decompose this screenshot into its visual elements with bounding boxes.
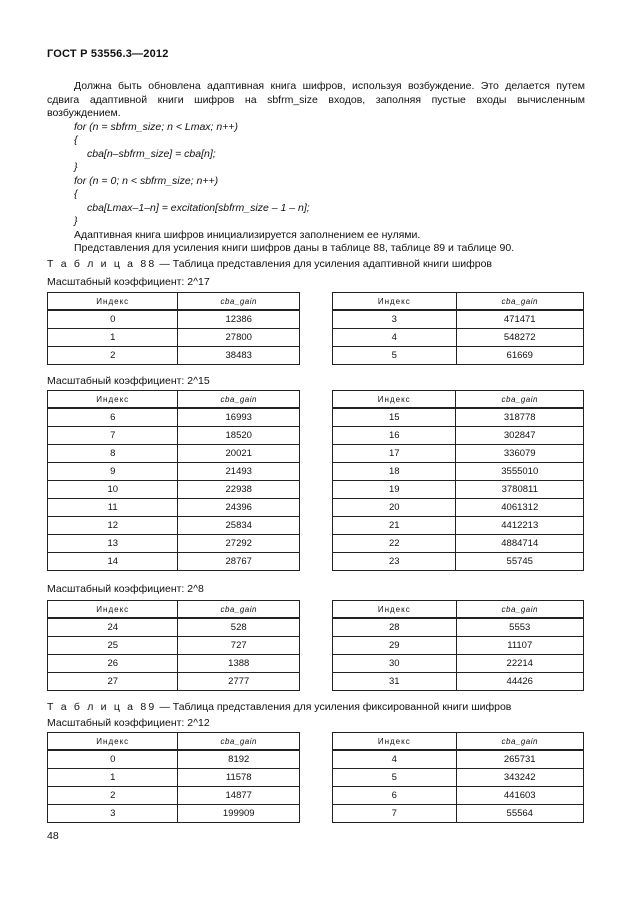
table-row: [48, 637, 300, 655]
gain-table-left: [47, 390, 300, 571]
index-cell: 11: [48, 499, 178, 517]
table-label: Т а б л и ц а 89: [47, 701, 157, 713]
code-line: cba[Lmax–1–n] = excitation[sbfrm_size – 1 – n];: [87, 201, 310, 214]
column-header-gain: cba_gain: [456, 733, 584, 751]
index-cell: 12: [48, 517, 178, 535]
gain-cell: 11107: [456, 637, 584, 655]
table-row: [48, 618, 300, 637]
scale-factor-label: Масштабный коэффициент: 2^12: [47, 717, 210, 729]
column-header-index: Индекс: [333, 733, 457, 751]
table-label: Т а б л и ц а 88: [47, 258, 157, 270]
table-title: — Таблица представления для усиления фиксированной книги шифров: [156, 701, 512, 713]
table-row: [333, 655, 584, 673]
code-line: for (n = 0; n < sbfrm_size; n++): [74, 174, 219, 187]
table-row: [333, 805, 584, 823]
document-header: ГОСТ Р 53556.3—2012: [47, 48, 169, 60]
gain-cell: 4061312: [456, 499, 584, 517]
table-row: [48, 517, 300, 535]
gain-cell: 548272: [456, 329, 584, 347]
index-cell: 3: [48, 805, 178, 823]
index-cell: 6: [333, 787, 457, 805]
gain-cell: 16993: [178, 408, 300, 427]
column-header-gain: cba_gain: [456, 601, 584, 619]
gain-table-right: [332, 292, 584, 365]
table-row: [48, 481, 300, 499]
table-row: [48, 463, 300, 481]
table-row: [48, 805, 300, 823]
gain-cell: 21493: [178, 463, 300, 481]
index-cell: 4: [333, 329, 457, 347]
code-line: {: [74, 188, 78, 200]
gain-cell: 4412213: [456, 517, 584, 535]
gain-cell: 336079: [456, 445, 584, 463]
gain-cell: 25834: [178, 517, 300, 535]
intro-text: [47, 80, 585, 256]
gain-cell: 1388: [178, 655, 300, 673]
index-cell: 31: [333, 673, 457, 691]
table-row: [48, 535, 300, 553]
gain-cell: 27800: [178, 329, 300, 347]
index-cell: 5: [333, 769, 457, 787]
index-cell: 17: [333, 445, 456, 463]
table-row: [333, 553, 584, 571]
gain-cell: 727: [178, 637, 300, 655]
column-header-index: Индекс: [48, 733, 178, 751]
table-row: [48, 499, 300, 517]
column-header-gain: cba_gain: [456, 391, 584, 409]
gain-cell: 318778: [456, 408, 584, 427]
table-row: [48, 553, 300, 571]
index-cell: 25: [48, 637, 178, 655]
index-cell: 0: [48, 310, 178, 329]
table-row: [333, 535, 584, 553]
index-cell: 4: [333, 750, 457, 769]
index-cell: 26: [48, 655, 178, 673]
column-header-gain: cba_gain: [178, 391, 300, 409]
table-row: [48, 329, 300, 347]
index-cell: 13: [48, 535, 178, 553]
index-cell: 29: [333, 637, 457, 655]
gain-table-right: [332, 732, 584, 823]
gain-cell: 20021: [178, 445, 300, 463]
intro-paragraph: Адаптивная книга шифров инициализируется заполнением ее нулями.: [74, 228, 421, 241]
gain-cell: 18520: [178, 427, 300, 445]
scale-factor-label: Масштабный коэффициент: 2^15: [47, 375, 210, 387]
code-line: }: [74, 161, 78, 173]
index-cell: 18: [333, 463, 456, 481]
gain-table-left: [47, 732, 300, 823]
index-cell: 1: [48, 329, 178, 347]
table-row: [333, 310, 584, 329]
gain-cell: 44426: [456, 673, 584, 691]
table-row: [333, 769, 584, 787]
gain-cell: 199909: [178, 805, 300, 823]
index-cell: 0: [48, 750, 178, 769]
table-row: [48, 310, 300, 329]
scale-factor-label: Масштабный коэффициент: 2^8: [47, 583, 204, 595]
table-row: [333, 445, 584, 463]
index-cell: 23: [333, 553, 456, 571]
index-cell: 7: [48, 427, 178, 445]
index-cell: 30: [333, 655, 457, 673]
index-cell: 20: [333, 499, 456, 517]
gain-cell: 471471: [456, 310, 584, 329]
index-cell: 19: [333, 481, 456, 499]
intro-paragraph: Представления для усиления книги шифров даны в таблице 88, таблице 89 и таблице 90.: [74, 242, 515, 254]
table-row: [333, 499, 584, 517]
code-line: }: [74, 215, 78, 227]
index-cell: 9: [48, 463, 178, 481]
table-row: [48, 655, 300, 673]
gain-cell: 4884714: [456, 535, 584, 553]
table-row: [48, 673, 300, 691]
table-row: [333, 427, 584, 445]
table-row: [48, 750, 300, 769]
gain-cell: 343242: [456, 769, 584, 787]
gain-cell: 8192: [178, 750, 300, 769]
gain-cell: 302847: [456, 427, 584, 445]
gain-table-left: [47, 292, 300, 365]
column-header-index: Индекс: [333, 601, 457, 619]
code-line: cba[n–sbfrm_size] = cba[n];: [87, 147, 216, 160]
gain-table-left: [47, 600, 300, 691]
table-row: [333, 408, 584, 427]
gain-cell: 528: [178, 618, 300, 637]
gain-cell: 12386: [178, 310, 300, 329]
column-header-gain: cba_gain: [178, 601, 300, 619]
column-header-index: Индекс: [48, 391, 178, 409]
table-row: [333, 787, 584, 805]
table-89-caption: [47, 701, 511, 713]
table-row: [48, 347, 300, 365]
index-cell: 2: [48, 347, 178, 365]
table-row: [333, 673, 584, 691]
code-line: {: [74, 134, 78, 146]
gain-cell: 55564: [456, 805, 584, 823]
index-cell: 2: [48, 787, 178, 805]
gain-cell: 27292: [178, 535, 300, 553]
index-cell: 7: [333, 805, 457, 823]
table-row: [48, 769, 300, 787]
index-cell: 24: [48, 618, 178, 637]
gain-cell: 24396: [178, 499, 300, 517]
index-cell: 22: [333, 535, 456, 553]
table-row: [48, 445, 300, 463]
index-cell: 15: [333, 408, 456, 427]
gain-cell: 28767: [178, 553, 300, 571]
table-row: [333, 637, 584, 655]
gain-table-right: [332, 390, 584, 571]
gain-cell: 265731: [456, 750, 584, 769]
column-header-index: Индекс: [48, 293, 178, 311]
column-header-index: Индекс: [333, 391, 456, 409]
gain-cell: 38483: [178, 347, 300, 365]
index-cell: 1: [48, 769, 178, 787]
code-line: for (n = sbfrm_size; n < Lmax; n++): [74, 120, 238, 133]
table-row: [333, 347, 584, 365]
index-cell: 5: [333, 347, 457, 365]
gain-cell: 5553: [456, 618, 584, 637]
gain-cell: 2777: [178, 673, 300, 691]
table-row: [333, 463, 584, 481]
index-cell: 8: [48, 445, 178, 463]
column-header-index: Индекс: [48, 601, 178, 619]
intro-paragraph: Должна быть обновлена адаптивная книга шифров, используя возбуждение. Это делается путем сдвига адаптивной книги шифров на sbfrm_size входов, заполняя пустые входы вычисленным возбуждением.: [47, 80, 585, 119]
gain-table-right: [332, 600, 584, 691]
gain-cell: 11578: [178, 769, 300, 787]
index-cell: 3: [333, 310, 457, 329]
table-row: [333, 517, 584, 535]
column-header-gain: cba_gain: [178, 293, 300, 311]
column-header-index: Индекс: [333, 293, 457, 311]
table-row: [333, 329, 584, 347]
index-cell: 10: [48, 481, 178, 499]
table-row: [333, 618, 584, 637]
table-row: [48, 408, 300, 427]
gain-cell: 22214: [456, 655, 584, 673]
index-cell: 21: [333, 517, 456, 535]
table-row: [333, 750, 584, 769]
gain-cell: 22938: [178, 481, 300, 499]
gain-cell: 3780811: [456, 481, 584, 499]
page-number: 48: [47, 830, 59, 842]
index-cell: 28: [333, 618, 457, 637]
gain-cell: 14877: [178, 787, 300, 805]
index-cell: 14: [48, 553, 178, 571]
gain-cell: 55745: [456, 553, 584, 571]
table-title: — Таблица представления для усиления адаптивной книги шифров: [156, 258, 493, 270]
index-cell: 16: [333, 427, 456, 445]
table-row: [48, 787, 300, 805]
table-88-caption: [47, 258, 492, 270]
column-header-gain: cba_gain: [178, 733, 300, 751]
gain-cell: 3555010: [456, 463, 584, 481]
index-cell: 27: [48, 673, 178, 691]
gain-cell: 61669: [456, 347, 584, 365]
table-row: [333, 481, 584, 499]
gain-cell: 441603: [456, 787, 584, 805]
column-header-gain: cba_gain: [456, 293, 584, 311]
table-row: [48, 427, 300, 445]
index-cell: 6: [48, 408, 178, 427]
scale-factor-label: Масштабный коэффициент: 2^17: [47, 276, 210, 288]
